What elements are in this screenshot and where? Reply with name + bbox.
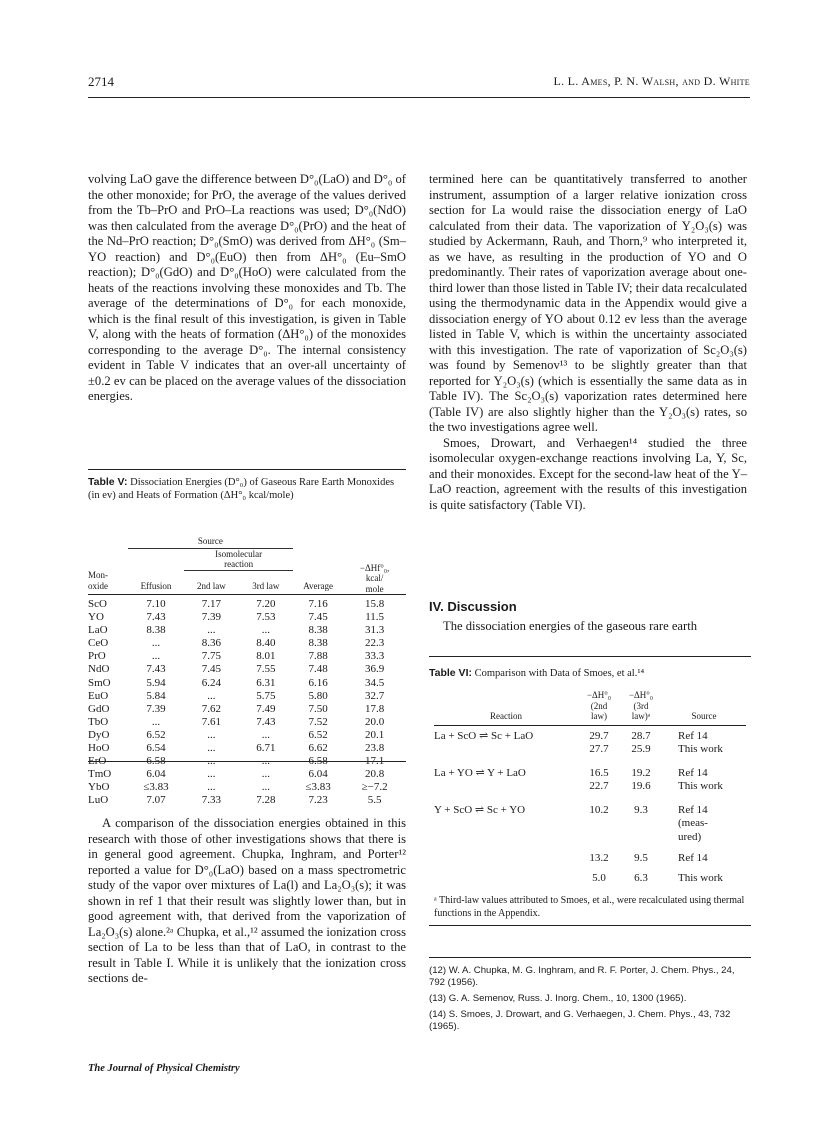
table5-cell-effusion: 6.54 bbox=[146, 742, 166, 755]
table5-cell-effusion: 7.07 bbox=[146, 794, 166, 807]
table5-cell-average: 7.48 bbox=[308, 663, 328, 676]
table6-bottom-rule bbox=[429, 925, 751, 926]
table5-row bbox=[88, 729, 406, 742]
table6-row bbox=[434, 794, 746, 845]
table6-cell-third: 19.6 bbox=[631, 780, 651, 792]
table5-cell-dhf: 20.8 bbox=[364, 768, 385, 781]
table5-row bbox=[88, 624, 406, 637]
table5-cell-third: ... bbox=[261, 624, 270, 637]
table5-cell-dhf: 33.3 bbox=[364, 650, 385, 663]
table5-cell-average: 7.88 bbox=[308, 650, 328, 663]
left-column-bottom bbox=[88, 816, 406, 987]
table6-row bbox=[434, 866, 746, 886]
table6-cell-source: Ref 14 bbox=[678, 729, 708, 742]
table5-cell-second: ... bbox=[207, 624, 216, 637]
table5-cell-third: 8.40 bbox=[256, 637, 276, 650]
table5-cell-dhf: 15.8 bbox=[364, 598, 385, 610]
table6-cell-reaction bbox=[434, 866, 578, 886]
table5-cell-oxide: LaO bbox=[88, 624, 108, 637]
table5-row bbox=[88, 611, 406, 624]
table6-cell-second: 5.0 bbox=[592, 871, 606, 884]
table5-dhf-header: −ΔHf°₀, kcal/ mole bbox=[359, 562, 390, 594]
table6-cell-reaction bbox=[434, 780, 578, 794]
table5-row bbox=[88, 742, 406, 755]
table5-cell-oxide: LuO bbox=[88, 794, 109, 807]
table5-caption bbox=[88, 476, 406, 502]
table5-cell-second: ... bbox=[207, 781, 216, 794]
table5-cell-oxide: HoO bbox=[88, 742, 110, 755]
reference-12: (12) W. A. Chupka, M. G. Inghram, and R. F. Porter, J. Chem. Phys., 24, 792 (1956). bbox=[429, 965, 735, 988]
table6-cell-second: 22.7 bbox=[589, 780, 609, 792]
table5-bottom-rule bbox=[88, 761, 406, 762]
table5-cell-second: 7.17 bbox=[201, 598, 222, 610]
table5-cell-second: 7.62 bbox=[201, 702, 222, 715]
table5-row bbox=[88, 781, 406, 794]
table5-cell-third: 7.28 bbox=[256, 794, 276, 807]
table5-cell-average: 7.50 bbox=[308, 702, 328, 715]
table5-source-header: Source bbox=[128, 536, 293, 548]
section-heading: IV. Discussion bbox=[429, 599, 517, 614]
table5-cell-second: ... bbox=[207, 742, 216, 755]
table6-label: Table VI: bbox=[429, 667, 472, 679]
right-paragraph-3: The dissociation energies of the gaseous rare earth bbox=[443, 619, 697, 633]
journal-footer: The Journal of Physical Chemistry bbox=[88, 1063, 240, 1074]
table5-row bbox=[88, 677, 406, 690]
right-paragraph-2: Smoes, Drowart, and Verhaegen¹⁴ studied the three isomolecular oxygen-exchange reactions involving La, Y, Sc, and their monoxides. Except for the second-law heat of the Y–LaO reaction, agreement with the results of this investigation is quite satisfactory (Table VI). bbox=[429, 435, 747, 512]
table5-cell-second: 7.45 bbox=[201, 663, 222, 676]
table6-cell-source: This work bbox=[678, 780, 723, 792]
table5-cell-oxide: SmO bbox=[88, 676, 111, 689]
table5-cell-dhf: 32.7 bbox=[364, 689, 385, 702]
table5-cell-oxide: PrO bbox=[88, 650, 106, 663]
table5-label: Table V: bbox=[88, 476, 128, 488]
table6-3rdlaw-header: −ΔH°₀ (3rd law)ᵃ bbox=[628, 690, 654, 721]
table5-cell-third: 5.75 bbox=[256, 689, 276, 702]
table5-cell-effusion: 7.10 bbox=[146, 598, 166, 610]
table5-cell-effusion: ... bbox=[151, 637, 161, 650]
table6-row bbox=[434, 844, 746, 866]
table5-cell-second: 7.33 bbox=[201, 794, 222, 807]
table6-cell-second: 16.5 bbox=[589, 766, 609, 779]
table5-cell-average: 8.38 bbox=[308, 624, 328, 637]
table5-cell-oxide: ScO bbox=[88, 598, 107, 610]
references bbox=[429, 965, 751, 1037]
table5-cell-second: 8.36 bbox=[201, 637, 222, 650]
table5-row bbox=[88, 650, 406, 663]
header-rule bbox=[88, 97, 750, 98]
reference-14: (14) S. Smoes, J. Drowart, and G. Verhaegen, J. Chem. Phys., 43, 732 (1965). bbox=[429, 1009, 731, 1032]
table6-cell-second: 29.7 bbox=[589, 729, 609, 742]
table5-cell-average: 6.52 bbox=[308, 728, 328, 741]
left-column-top bbox=[88, 172, 406, 405]
table5-cell-second: 6.24 bbox=[201, 676, 222, 689]
table5-cell-oxide: TbO bbox=[88, 715, 109, 728]
table5-cell-average: 5.80 bbox=[308, 689, 328, 702]
table5-isomolecular-header: Isomolecular bbox=[215, 548, 263, 559]
table5-cell-average: 8.38 bbox=[308, 637, 328, 650]
table5-reaction-header: reaction bbox=[184, 559, 293, 570]
table6-cell-third: 19.2 bbox=[631, 766, 651, 779]
table6-cell-second: 10.2 bbox=[589, 803, 609, 816]
table5-cell-second: ... bbox=[207, 755, 216, 768]
table5-row bbox=[88, 768, 406, 781]
table5-cell-effusion: 7.43 bbox=[146, 663, 166, 676]
table5-cell-oxide: GdO bbox=[88, 702, 110, 715]
table5-cell-average: 7.16 bbox=[308, 598, 328, 610]
table5-cell-second: 7.39 bbox=[201, 611, 222, 624]
references-rule bbox=[429, 957, 751, 958]
table5-cell-dhf: 22.3 bbox=[364, 637, 385, 650]
table5-cell-third: 7.49 bbox=[256, 702, 276, 715]
table5-cell-dhf: 31.3 bbox=[364, 624, 385, 637]
table5-cell-average: 6.16 bbox=[308, 676, 328, 689]
table6-cell-source: Ref 14 bbox=[678, 852, 708, 864]
table6-top-rule bbox=[429, 656, 751, 657]
table5-cell-third: 7.43 bbox=[256, 715, 276, 728]
table5-cell-second: ... bbox=[207, 728, 216, 741]
table5-cell-second: ... bbox=[207, 689, 216, 702]
table5-cell-effusion: ... bbox=[151, 715, 161, 728]
table5-cell-oxide: CeO bbox=[88, 637, 109, 650]
table5-cell-dhf: 20.1 bbox=[364, 728, 385, 741]
table5-cell-oxide: YbO bbox=[88, 781, 110, 794]
table6-cell-third: 9.3 bbox=[634, 803, 648, 816]
table5-row bbox=[88, 703, 406, 716]
table5-cell-third: 7.20 bbox=[256, 598, 276, 610]
table5-cell-dhf: 36.9 bbox=[364, 663, 385, 676]
table6-cell-third: 25.9 bbox=[631, 743, 651, 755]
table5-cell-third: 6.71 bbox=[256, 742, 276, 755]
table6 bbox=[434, 690, 746, 885]
right-paragraph-1: termined here can be quantitatively transferred to another instrument, assumption of a larger relative ionization cross section for La would raise the dissociation energy of LaO calculated from their data. The vaporization of Y₂O₃(s) was studied by Ackermann, Rauh, and Thorn,⁹ who interpreted it, as we have, as resulting in the production of YO and O predominantly. Their rates of vaporization average about one-third lower than those listed in Table IV; their data recalculated using the thermodynamic data in the Appendix would give a dissociation energy of YO about 0.12 ev less than the average listed in Table V, which is within the uncertainty associated with this investigation. The rate of vaporization of Sc₂O₃(s) was found by Semenov¹³ to be slightly greater than that reported for Y₂O₃(s) (which is essentially the same data as in Table IV). The Sc₂O₃(s) vaporization rates determined here (Table IV) are also slightly higher than the Y₂O₃(s) rates, so the two investigations agree well. bbox=[429, 172, 747, 434]
table5-cell-third: ... bbox=[261, 755, 270, 768]
table5-average-header: Average bbox=[303, 580, 334, 591]
table6-cell-reaction bbox=[434, 844, 578, 866]
table5-row bbox=[88, 598, 406, 611]
table6-footnote: ᵃ Third-law values attributed to Smoes, et al., were recalculated using thermal functions in the Appendix. bbox=[434, 895, 745, 919]
table5-cell-effusion: 5.94 bbox=[146, 676, 166, 689]
table6-cell-second: 27.7 bbox=[589, 743, 609, 755]
table5-cell-effusion: 6.58 bbox=[146, 755, 166, 768]
table5-cell-average: 7.23 bbox=[308, 794, 328, 807]
table5-cell-third: ... bbox=[261, 781, 270, 794]
table5-cell-oxide: DyO bbox=[88, 728, 110, 741]
table5-monoxide-header: Mon- oxide bbox=[88, 570, 108, 591]
table5-cell-average: 6.04 bbox=[308, 768, 328, 781]
table5-cell-second: 7.75 bbox=[201, 650, 222, 663]
table5-cell-dhf: 11.5 bbox=[365, 611, 385, 624]
left-paragraph-2: A comparison of the dissociation energies obtained in this research with those of other investigations shows that there is in general good agreement. Chupka, Inghram, and Porter¹² reported a value for D°₀(LaO) based on a mass spectrometric study of the vapor over mixtures of La(l) and La₂O₃(s); it was shown in ref 1 that their result was slightly lower than, but in good agreement with, that derived from the vaporization of La₂O₃(s) alone.²ᵃ Chupka, et al.,¹² assumed the ionization cross section of La to be less than that of LaO, in contrast to the result in Table I. While it is unlikely that the ionization cross sections de- bbox=[88, 816, 406, 985]
table5-cell-average: 6.62 bbox=[308, 742, 328, 755]
table5-caption-text: Dissociation Energies (D°₀) of Gaseous Rare Earth Monoxides (in ev) and Heats of Formation (ΔH°₀ kcal/mole) bbox=[88, 477, 395, 501]
table5-3rdlaw-header: 3rd law bbox=[252, 580, 280, 591]
table5-cell-average: 6.58 bbox=[308, 755, 328, 768]
table5-row bbox=[88, 663, 406, 676]
reference-13: (13) G. A. Semenov, Russ. J. Inorg. Chem., 10, 1300 (1965). bbox=[429, 993, 687, 1004]
table5-row bbox=[88, 690, 406, 703]
table5-cell-effusion: ≤3.83 bbox=[143, 781, 169, 794]
table5-body bbox=[88, 598, 406, 808]
table5-cell-effusion: 7.43 bbox=[146, 611, 166, 624]
table5-effusion-header: Effusion bbox=[140, 580, 172, 591]
table6-source-header: Source bbox=[691, 711, 717, 721]
table5-2ndlaw-header: 2nd law bbox=[197, 580, 226, 591]
table6-cell-reaction: La + YO ⇌ Y + LaO bbox=[434, 766, 526, 779]
table5-cell-third: 8.01 bbox=[256, 650, 276, 663]
table5-cell-effusion: 7.39 bbox=[146, 702, 166, 715]
table6-body bbox=[434, 730, 746, 886]
table6-cell-second: 13.2 bbox=[589, 852, 609, 864]
table5-cell-dhf: 23.8 bbox=[364, 742, 385, 755]
table6-2ndlaw-header: −ΔH°₀ (2nd law) bbox=[586, 690, 612, 721]
table5-cell-dhf: 17.1 bbox=[364, 755, 385, 768]
table6-cell-third: 9.5 bbox=[634, 852, 648, 864]
running-authors: L. L. Ames, P. N. Walsh, and D. White bbox=[553, 74, 750, 88]
table5-cell-average: 7.45 bbox=[308, 611, 328, 624]
table5-cell-dhf: 5.5 bbox=[367, 794, 382, 807]
table6-caption-text: Comparison with Data of Smoes, et al.¹⁴ bbox=[474, 668, 645, 679]
page-header bbox=[88, 74, 750, 94]
table6-row bbox=[434, 757, 746, 781]
table6-cell-reaction: La + ScO ⇌ Sc + LaO bbox=[434, 729, 534, 742]
table5-cell-third: ... bbox=[261, 768, 270, 781]
table5-row bbox=[88, 637, 406, 650]
table5-cell-third: 7.55 bbox=[256, 663, 276, 676]
table5-cell-effusion: 8.38 bbox=[146, 624, 166, 637]
table6-cell-third: 28.7 bbox=[631, 729, 651, 742]
table6-row bbox=[434, 743, 746, 757]
table5-cell-second: 7.61 bbox=[201, 715, 222, 728]
left-paragraph-1: volving LaO gave the difference between D°₀(LaO) and D°₀ of the other monoxide; for PrO, the average of the values derived from the Tb–PrO and PrO–La reactions was used; D°₀(NdO) was then calculated from the average D°₀(PrO) and the heat of the Nd–PrO reaction; D°₀(SmO) was derived from ΔH°₀ (Sm–YO reaction) and D°₀(EuO) then from ΔH°₀ (Eu–SmO reaction); D°₀(GdO) and D°₀(HoO) were calculated from the heats of the reactions involving these monoxides and Tb. The average of the determinations of D°₀ for each monoxide, which is the final result of this investigation, is given in Table V, along with the heats of formation (ΔH°₀) of the monoxides corresponding to the average D°₀. The internal consistency evident in Table V indicates that an over-all uncertainty of ±0.2 ev can be placed on the average values of the dissociation energies. bbox=[88, 172, 406, 403]
table5-cell-third: 6.31 bbox=[256, 676, 276, 689]
table5-cell-oxide: EuO bbox=[88, 689, 109, 702]
table5-cell-dhf: 20.0 bbox=[364, 715, 385, 728]
table5-cell-oxide: NdO bbox=[88, 663, 110, 676]
table6-cell-source: This work bbox=[678, 871, 723, 884]
table5-cell-dhf: 34.5 bbox=[364, 676, 385, 689]
table5-cell-oxide: ErO bbox=[88, 755, 107, 768]
table5-cell-effusion: 6.04 bbox=[146, 768, 166, 781]
table6-cell-third: 6.3 bbox=[634, 871, 648, 884]
table5 bbox=[88, 536, 406, 808]
table5-cell-effusion: 6.52 bbox=[146, 728, 166, 741]
table6-cell-reaction bbox=[434, 743, 578, 757]
table5-row bbox=[88, 716, 406, 729]
table5-cell-effusion: ... bbox=[151, 650, 161, 663]
table5-cell-dhf: 17.8 bbox=[364, 702, 385, 715]
right-column-discussion bbox=[429, 619, 747, 635]
table6-caption bbox=[429, 667, 751, 680]
table6-row bbox=[434, 730, 746, 744]
table6-reaction-header: Reaction bbox=[490, 711, 522, 721]
table6-row bbox=[434, 780, 746, 794]
page-number: 2714 bbox=[88, 74, 114, 89]
table5-cell-oxide: TmO bbox=[88, 768, 112, 781]
table5-row bbox=[88, 794, 406, 807]
table6-cell-reaction: Y + ScO ⇌ Sc + YO bbox=[434, 803, 526, 816]
table6-cell-source: Ref 14 bbox=[678, 766, 708, 779]
table5-cell-third: 7.53 bbox=[256, 611, 276, 624]
table5-top-rule bbox=[88, 469, 406, 470]
table6-cell-source: This work bbox=[678, 743, 723, 755]
table5-cell-third: ... bbox=[261, 728, 270, 741]
table5-cell-average: 7.52 bbox=[308, 715, 328, 728]
table5-cell-dhf: ≥−7.2 bbox=[361, 781, 388, 794]
right-column-top bbox=[429, 172, 747, 513]
table5-cell-average: ≤3.83 bbox=[305, 781, 331, 794]
table5-cell-oxide: YO bbox=[88, 611, 104, 624]
table6-cell-source: Ref 14 (meas- ured) bbox=[678, 803, 708, 843]
table5-cell-second: ... bbox=[207, 768, 216, 781]
table5-cell-effusion: 5.84 bbox=[146, 689, 166, 702]
